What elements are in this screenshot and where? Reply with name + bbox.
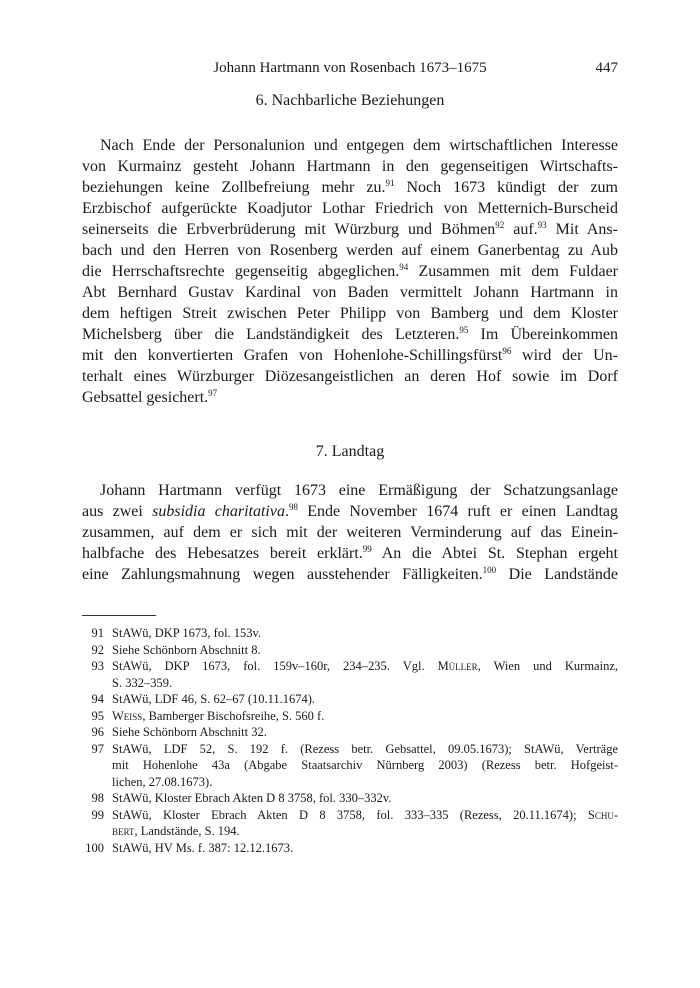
footnote-number: 91 <box>91 626 104 640</box>
text-line: mit den konvertierten Grafen von Hohenlohe-Schillingsfürst$^{96}$ wird der Un- <box>82 346 619 364</box>
page-number: 447 <box>595 60 618 76</box>
footnote-marker: 97 <box>208 388 218 398</box>
text-line: die Herrschaftsrechte gegenseitig abgeglichen.$^{94}$ Zusammen mit dem Fuldaer <box>82 262 619 280</box>
footnote-100: 100 StAWü, HV Ms. f. 387: 12.12.1673. <box>82 840 618 857</box>
footnote-marker: 98 <box>288 502 298 512</box>
section-6-paragraph <box>82 135 618 408</box>
footnote-marker: 95 <box>459 325 469 335</box>
text-line: seinerseits die Erbverbrüderung mit Würzburg und Böhmen$^{92}$ auf.$^{93}$ Mit Ans- <box>82 220 618 238</box>
text-line: halbfache des Hebesatzes bereit erklärt.$^{99}$ An die Abtei St. Stephan ergeht <box>82 544 618 562</box>
footnote-97: 97 StAWü, LDF 52, S. 192 f. (Rezess betr. Gebsattel, 09.05.1673); StAWü, Verträge mit Hohenlohe 43a (Abgabe Staatsarchiv Nürnberg 2003) (Rezess betr. Hofgeist- lichen, 27.08.1673). <box>82 741 618 791</box>
footnote-marker: 92 <box>495 220 505 230</box>
section-heading-6: 6. Nachbarliche Beziehungen <box>255 92 445 109</box>
author-name: Weiss <box>112 708 143 723</box>
footnote-marker: 99 <box>362 544 372 554</box>
footnote-number: 98 <box>91 791 104 805</box>
text-line: bach und den Herren von Rosenberg werden auf einem Ganerbentag zu Aub <box>82 242 618 259</box>
footnote-99: 99 StAWü, Kloster Ebrach Akten D 8 3758, fol. 333–335 (Rezess, 20.11.1674); Schu- bert, Landstände, S. 194. <box>82 807 618 840</box>
text-line: zusammen, auf dem er sich mit der weiteren Verminderung auf das Einein- <box>82 524 618 541</box>
author-name: Schu- <box>587 807 618 822</box>
footnote-marker: 93 <box>537 220 547 230</box>
text-line: Nach Ende der Personalunion und entgegen dem wirtschaftlichen Interesse <box>100 137 618 154</box>
text-line: Erzbischof aufgerückte Koadjutor Lothar Friedrich von Metternich-Burscheid <box>82 200 618 217</box>
latin-term: subsidia charitativa <box>152 503 285 520</box>
text-line: Gebsattel gesichert.$^{97}$ <box>82 388 218 406</box>
text-line: Abt Bernhard Gustav Kardinal von Baden vermittelt Johann Hartmann in <box>82 284 618 301</box>
footnote-marker: 94 <box>399 262 409 272</box>
text-line: Michelsberg über die Landständigkeit des Letzteren.$^{95}$ Im Übereinkommen <box>82 325 619 343</box>
text-line: von Kurmainz gesteht Johann Hartmann in den gegenseitigen Wirtschafts- <box>82 158 618 175</box>
section-heading-7: 7. Landtag <box>315 443 385 460</box>
text-line: terhalt eines Würzburger Diözesangeistlichen an deren Hof sowie im Dorf <box>82 368 618 385</box>
text-line: aus zwei subsidia charitativa.$^{98}$ Ende November 1674 ruft er einen Landtag <box>82 502 618 520</box>
footnotes <box>82 625 618 856</box>
footnote-91: 91 StAWü, DKP 1673, fol. 153v. <box>82 625 618 642</box>
text-line: eine Zahlungsmahnung wegen ausstehender Fälligkeiten.$^{100}$ Die Landstände <box>82 565 619 583</box>
text-line: dem heftigen Streit zwischen Peter Philipp von Bamberg und dem Kloster <box>82 305 618 322</box>
footnote-marker: 91 <box>385 178 395 188</box>
running-title: Johann Hartmann von Rosenbach 1673–1675 <box>213 60 487 76</box>
footnote-number: 100 <box>85 840 104 855</box>
footnote-marker: 96 <box>502 346 512 356</box>
footnote-rule <box>82 615 156 616</box>
footnote-number: 97 <box>91 741 104 756</box>
author-name: bert <box>112 824 135 838</box>
footnote-number: 92 <box>91 642 104 657</box>
footnote-marker: 100 <box>482 565 497 575</box>
running-head <box>82 60 618 82</box>
footnote-number: 95 <box>91 708 104 723</box>
author-name: Müller <box>437 659 478 673</box>
text-line: beziehungen keine Zollbefreiung mehr zu.$^{91}$ Noch 1673 kündigt der zum <box>82 178 618 196</box>
footnote-94: 94 StAWü, LDF 46, S. 62–67 (10.11.1674). <box>82 691 618 708</box>
footnote-96: 96 Siehe Schönborn Abschnitt 32. <box>82 724 618 741</box>
footnote-number: 94 <box>91 692 104 706</box>
footnote-92: 92 Siehe Schönborn Abschnitt 8. <box>82 642 618 659</box>
footnote-98: 98 StAWü, Kloster Ebrach Akten D 8 3758, fol. 330–332v. <box>82 790 618 807</box>
footnote-number: 93 <box>91 659 104 673</box>
footnote-number: 96 <box>91 725 104 739</box>
footnote-number: 99 <box>91 807 104 822</box>
footnote-95: 95 Weiss, Bamberger Bischofsreihe, S. 560 f. <box>82 708 618 725</box>
text-line: Johann Hartmann verfügt 1673 eine Ermäßigung der Schatzungsanlage <box>100 482 618 499</box>
footnote-93: 93 StAWü, DKP 1673, fol. 159v–160r, 234–235. Vgl. Müller, Wien und Kurmainz, S. 332–359. <box>82 658 618 691</box>
section-7-paragraph <box>82 480 618 585</box>
